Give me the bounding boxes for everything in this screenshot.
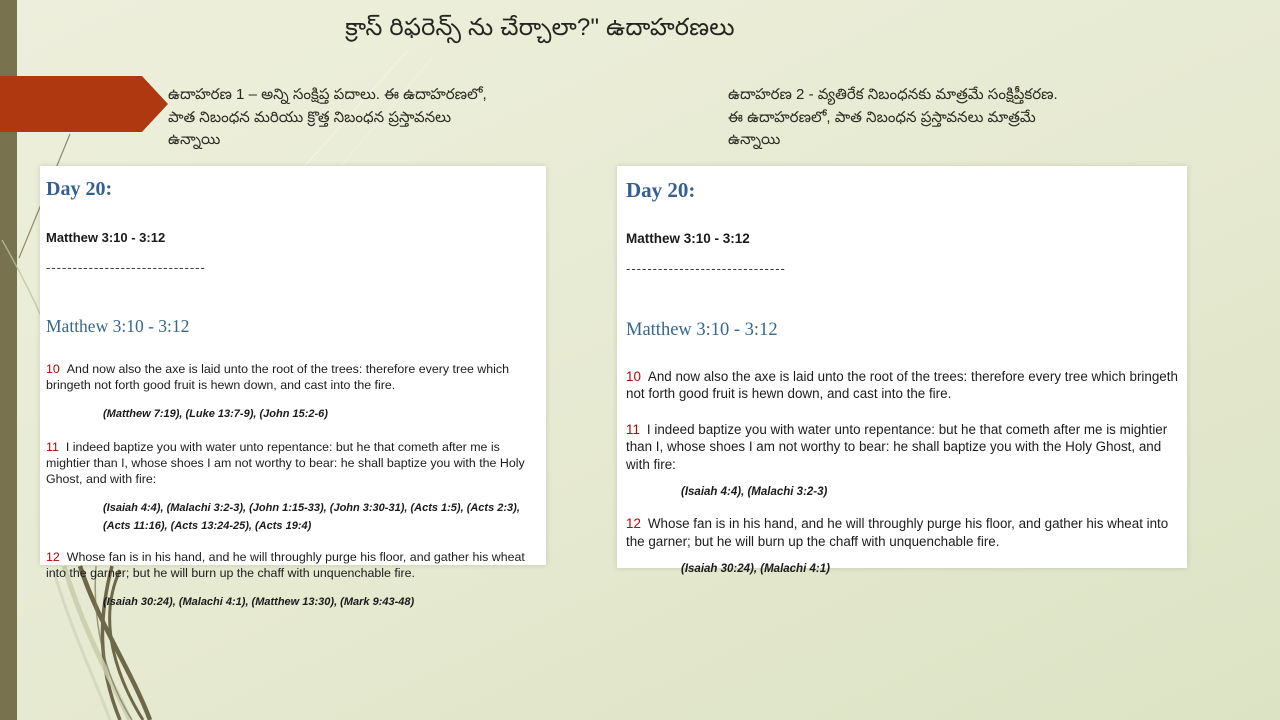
- slide-title: క్రాస్ రిఫరెన్స్ ను చేర్చాలా?" ఉదాహరణలు: [345, 14, 735, 41]
- verse-12: [626, 515, 1178, 550]
- verse-number: 12: [626, 516, 641, 532]
- day-heading: Day 20:: [46, 178, 113, 200]
- document-panel-example-1: [40, 166, 546, 608]
- caption-example-1: [168, 84, 563, 152]
- verse-text: Whose fan is in his hand, and he will throughly purge his floor, and gather his wheat into the garner; but he will burn up the chaff with unquenchable fire.: [626, 516, 1169, 549]
- caption-line: ఉదాహరణ 1 – అన్ని సంక్షిప్త పదాలు. ఈ ఉదాహరణలో,: [168, 86, 487, 103]
- verse-number: 12: [46, 549, 60, 564]
- verse-10: [626, 368, 1178, 403]
- arrow-callout-shape: [0, 76, 168, 132]
- cross-references: (Isaiah 30:24), (Malachi 4:1): [681, 562, 830, 575]
- passage-heading: Matthew 3:10 - 3:12: [626, 320, 778, 340]
- passage-reference: Matthew 3:10 - 3:12: [626, 231, 750, 246]
- verse-number: 11: [626, 421, 640, 437]
- day-heading: Day 20:: [626, 178, 696, 202]
- verse-number: 10: [46, 362, 60, 376]
- cross-references: (Matthew 7:19), (Luke 13:7-9), (John 15:2-6): [103, 407, 328, 420]
- verse-text: Whose fan is in his hand, and he will throughly purge his floor, and gather his wheat into the garner; but he will burn up the chaff with unquenchable fire.: [46, 549, 525, 580]
- verse-11: [46, 440, 540, 488]
- caption-line: పాత నిబంధన మరియు క్రొత్త నిబంధన ప్రస్తావనలు: [168, 108, 452, 126]
- verse-text: I indeed baptize you with water unto repentance: but he that cometh after me is mightier than I, whose shoes I am not worthy to bear: he shall baptize you with the Holy Ghost, and with fire:: [46, 439, 525, 486]
- cross-references: (Isaiah 30:24), (Malachi 4:1), (Matthew 13:30), (Mark 9:43-48): [103, 595, 415, 608]
- verse-number: 10: [626, 369, 641, 384]
- cross-references: (Isaiah 4:4), (Malachi 3:2-3), (John 1:15-33), (John 3:30-31), (Acts 1:5), (Acts 2:3), (Acts 11:16), (Acts 13:24-25), (Acts 19:4): [103, 501, 520, 532]
- caption-line: ఈ ఉదాహరణలో, పాత నిబంధన ప్రస్తావనలు మాత్రమే: [728, 108, 1036, 126]
- verse-10: [46, 362, 540, 394]
- caption-line: ఉదాహరణ 2 - వ్యతిరేక నిబంధనకు మాత్రమే సంక్షిప్తీకరణ.: [728, 86, 1058, 103]
- document-panel-example-2: [617, 166, 1187, 575]
- verse-text: And now also the axe is laid unto the root of the trees: therefore every tree which bringeth not forth good fruit is hewn down, and cast into the fire.: [626, 369, 1178, 402]
- passage-heading: Matthew 3:10 - 3:12: [46, 316, 190, 336]
- dashed-divider: ------------------------------: [46, 260, 206, 275]
- verse-text: I indeed baptize you with water unto repentance: but he that cometh after me is mightier than I, whose shoes I am not worthy to bear: he shall baptize you with the Holy Ghost, and with fire:: [626, 421, 1168, 472]
- caption-line: ఉన్నాయి: [168, 131, 221, 148]
- verse-12: [46, 550, 540, 582]
- verse-11: [626, 421, 1178, 473]
- verse-text: And now also the axe is laid unto the root of the trees: therefore every tree which bringeth not forth good fruit is hewn down, and cast into the fire.: [46, 362, 509, 392]
- cross-references: (Isaiah 4:4), (Malachi 3:2-3): [681, 486, 828, 499]
- dashed-divider: ------------------------------: [626, 261, 786, 276]
- passage-reference: Matthew 3:10 - 3:12: [46, 230, 166, 245]
- caption-example-2: [728, 84, 1158, 152]
- caption-line: ఉన్నాయి: [728, 131, 781, 148]
- verse-number: 11: [46, 439, 59, 454]
